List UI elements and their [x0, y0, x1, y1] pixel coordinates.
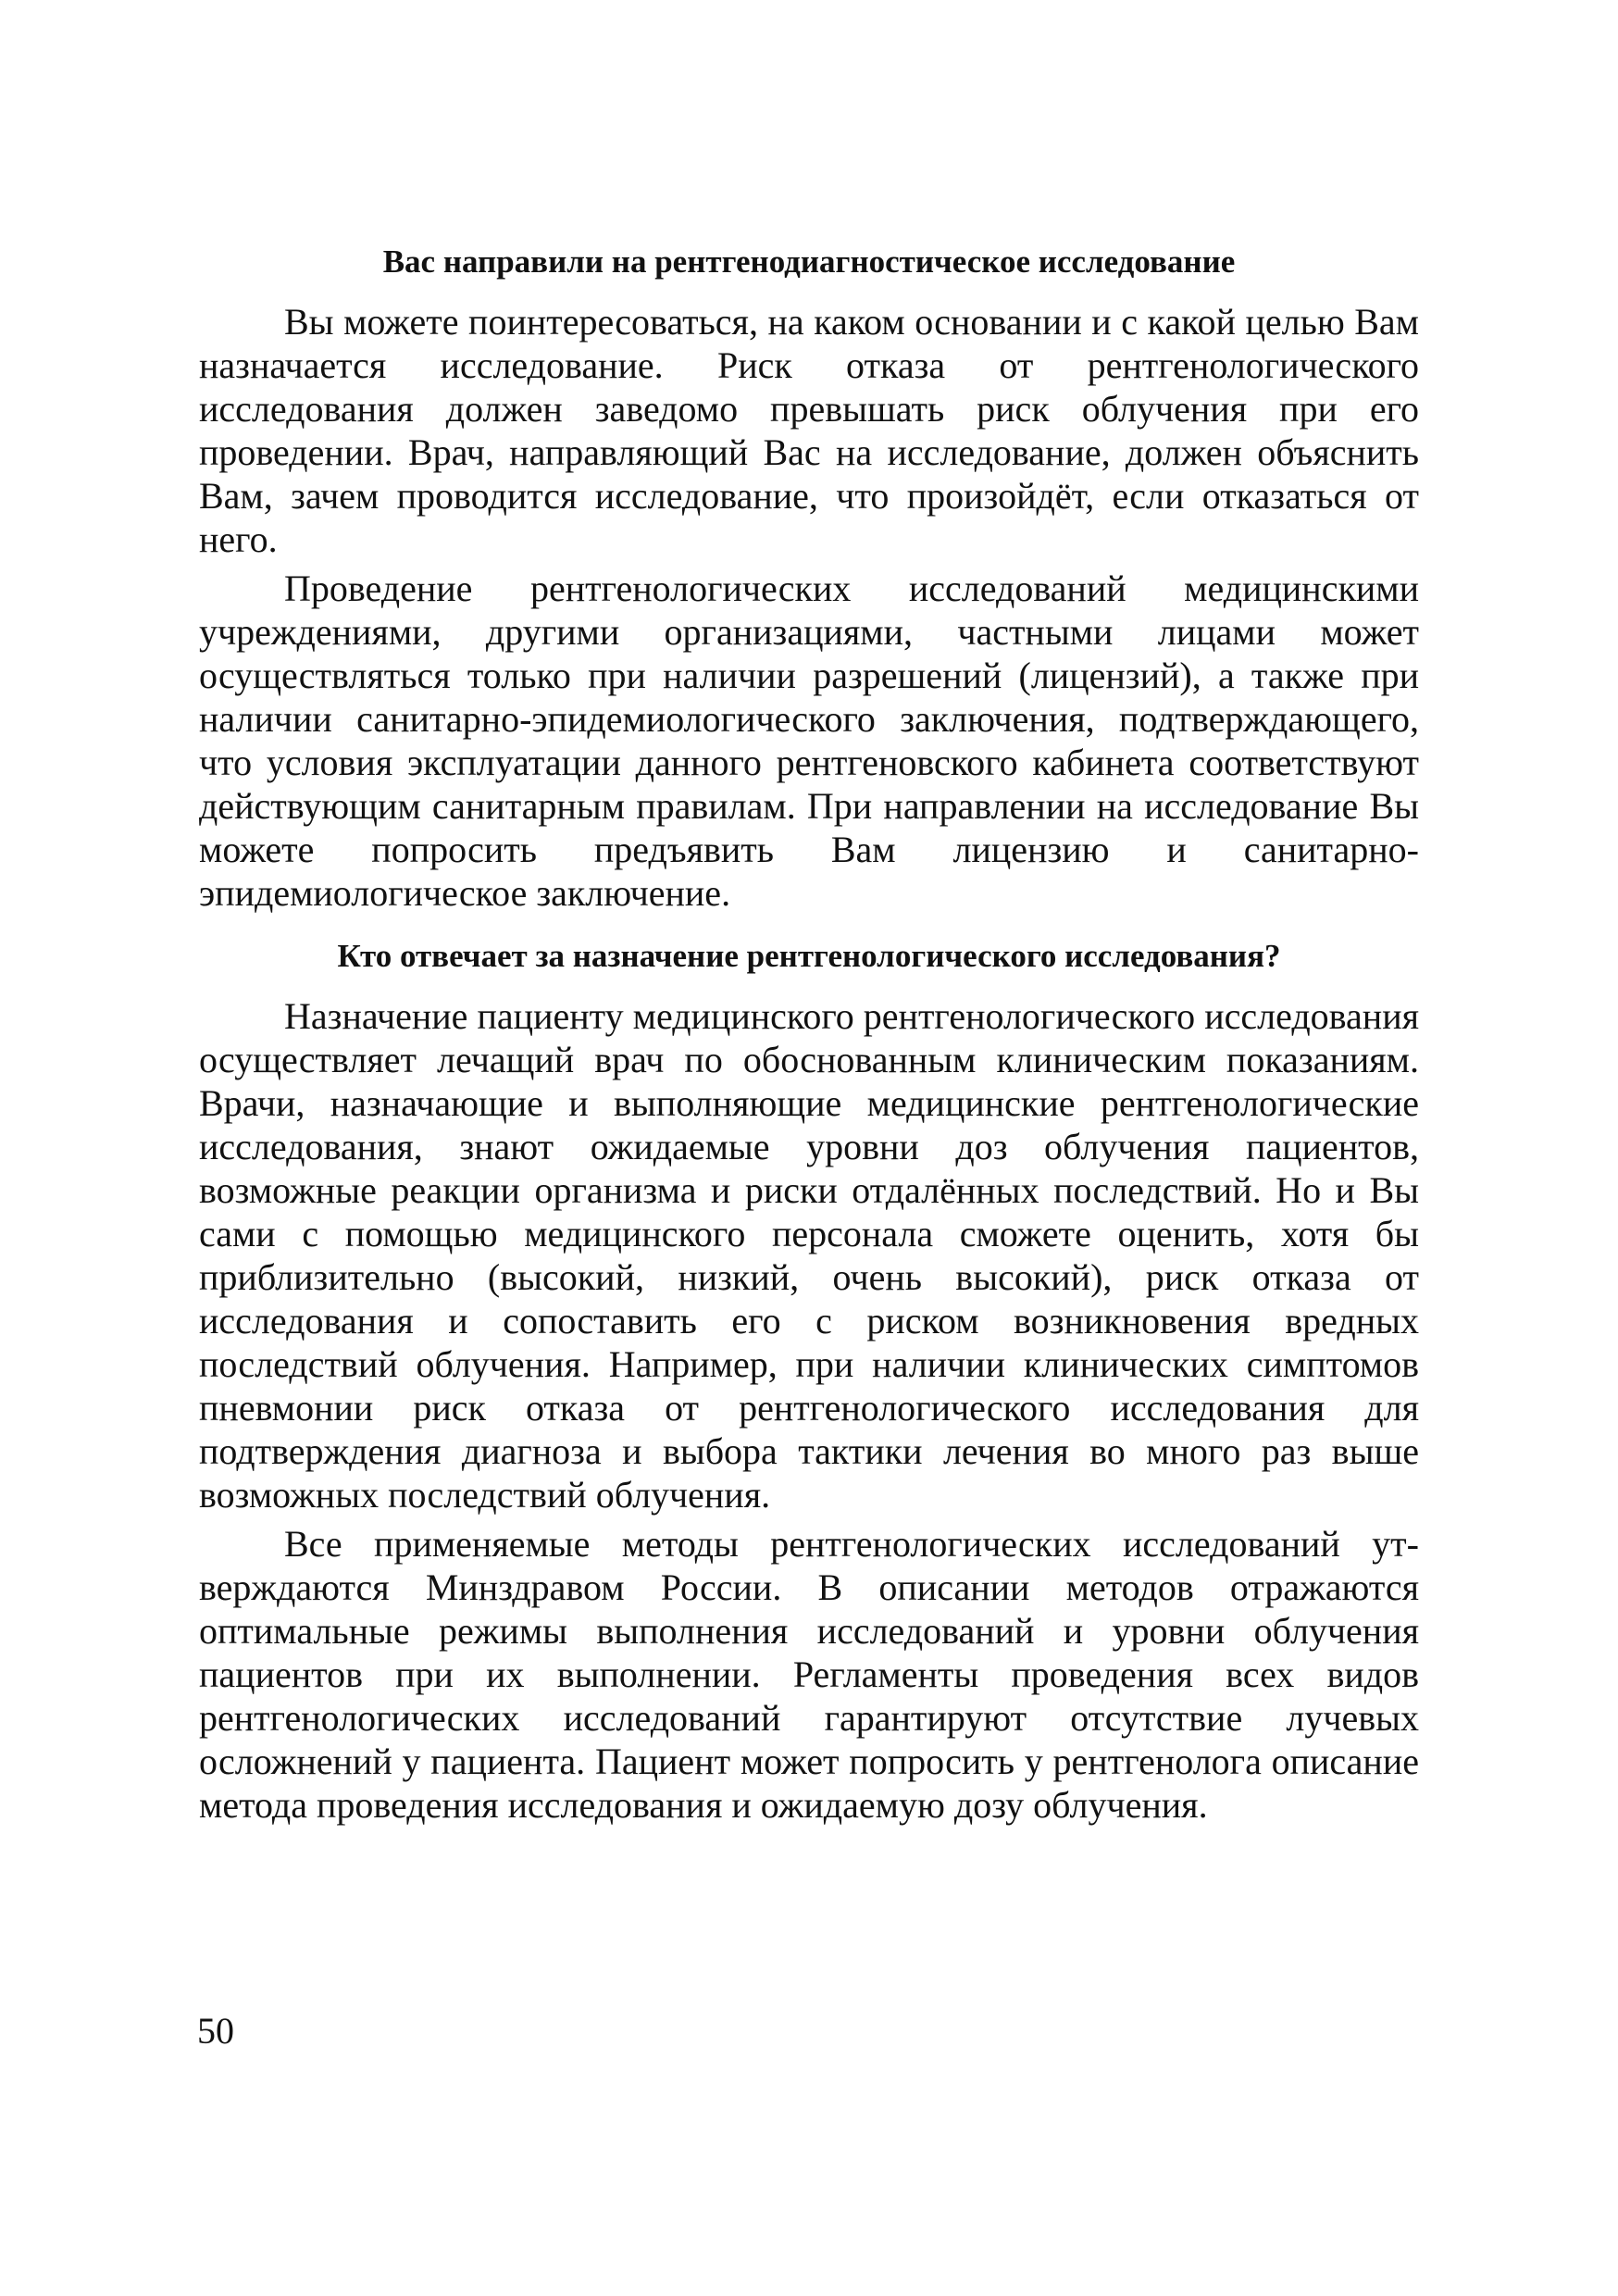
paragraph-referral-reason: Вы можете поинтересоваться, на каком основании и с какой целью Вам назначается исследование. Риск отказа от рентгенологического исследования должен заведомо превышать риск облучения при его проведении. Врач, направляющий Вас на исследование, должен объяснить Вам, зачем проводится исследование, что произойдёт, если отказаться от него. — [199, 301, 1419, 560]
section-heading-referral: Вас направили на рентгенодиагностическое исследование — [382, 243, 1236, 280]
page-text-block — [199, 239, 1419, 1827]
section-heading-responsibility: Кто отвечает за назначение рентгенологического исследования? — [337, 938, 1281, 974]
paragraph-approved-methods: Все применяемые методы рентгенологических исследований утверждаются Минздравом России. В описании методов отражаются оптимальные режимы выполнения исследований и уровни облучения пациентов при их выполнении. Регламенты проведения всех видов рентгенологических исследований гарантируют отсутствие лучевых осложнений у пациента. Пациент может попросить у рентгенолога описание метода проведения исследования и ожидаемую дозу облучения. — [199, 1523, 1419, 1826]
page-number: 50 — [197, 2010, 234, 2052]
paragraph-prescription: Назначение пациенту медицинского рентгенологического исследования осуществляет лечащий врач по обоснованным клиническим показаниям. Врачи, назначающие и выполняющие медицинские рентгенологические исследования, знают ожидаемые уровни доз облучения пациентов, возможные реакции организма и риски отдалённых последствий. Но и Вы сами с помощью медицинского персонала сможете оценить, хотя бы приблизительно (высокий, низкий, очень высокий), риск отказа от исследования и сопоставить его с риском возникновения вредных последствий облучения. Например, при наличии клинических симптомов пневмонии риск отказа от рентгенологического исследования для подтверждения диагноза и выбора тактики лечения во много раз выше возможных последствий облучения. — [199, 995, 1419, 1516]
paragraph-licensing: Проведение рентгенологических исследований медицинскими учреждениями, другими организациями, частными лицами может осуществляться только при наличии разрешений (лицензий), а также при наличии санитарно-эпидемиологического заключения, подтверждающего, что условия эксплуатации данного рентгеновского кабинета соответствуют действующим санитарным правилам. При направлении на исследование Вы можете попросить предъявить Вам лицензию и санитарно-эпидемиологическое заключение. — [199, 568, 1419, 914]
